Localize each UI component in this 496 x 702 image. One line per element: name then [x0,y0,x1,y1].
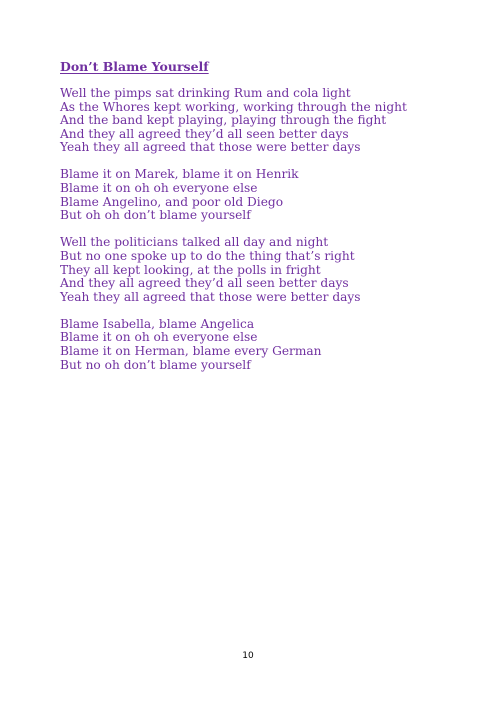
lyric-line: Yeah they all agreed that those were better days [60,289,361,304]
lyric-line: But no oh don’t blame yourself [60,357,251,372]
stanza-4 [60,318,460,372]
lyric-line: And they all agreed they’d all seen better days [60,126,349,141]
lyric-line: And they all agreed they’d all seen better days [60,276,349,291]
stanza-1 [60,87,460,155]
lyric-line: As the Whores kept working, working through the night [60,99,407,114]
lyric-line: Blame it on Herman, blame every German [60,344,322,358]
stanza-3 [60,236,460,304]
lyric-line: Well the politicians talked all day and night [60,235,329,250]
lyric-line: But oh oh don’t blame yourself [60,208,251,223]
lyric-line: Well the pimps sat drinking Rum and cola light [60,86,351,100]
lyric-line: But no one spoke up to do the thing that’s right [60,248,355,263]
lyric-line: Blame it on oh oh everyone else [60,181,258,196]
lyric-line: Blame Isabella, blame Angelica [60,316,255,331]
lyric-line: Blame it on Marek, blame it on Henrik [60,167,299,182]
stanza-2 [60,168,460,222]
page-number: 10 [242,651,254,661]
song-title: Don’t Blame Yourself [60,59,209,74]
lyric-line: Blame Angelino, and poor old Diego [60,194,284,209]
lyrics-body [60,87,460,386]
lyric-line: They all kept looking, at the polls in fright [60,262,321,277]
lyric-line: Blame it on oh oh everyone else [60,330,258,345]
lyric-line: Yeah they all agreed that those were better days [60,140,361,155]
lyric-line: And the band kept playing, playing through the fight [60,113,387,128]
